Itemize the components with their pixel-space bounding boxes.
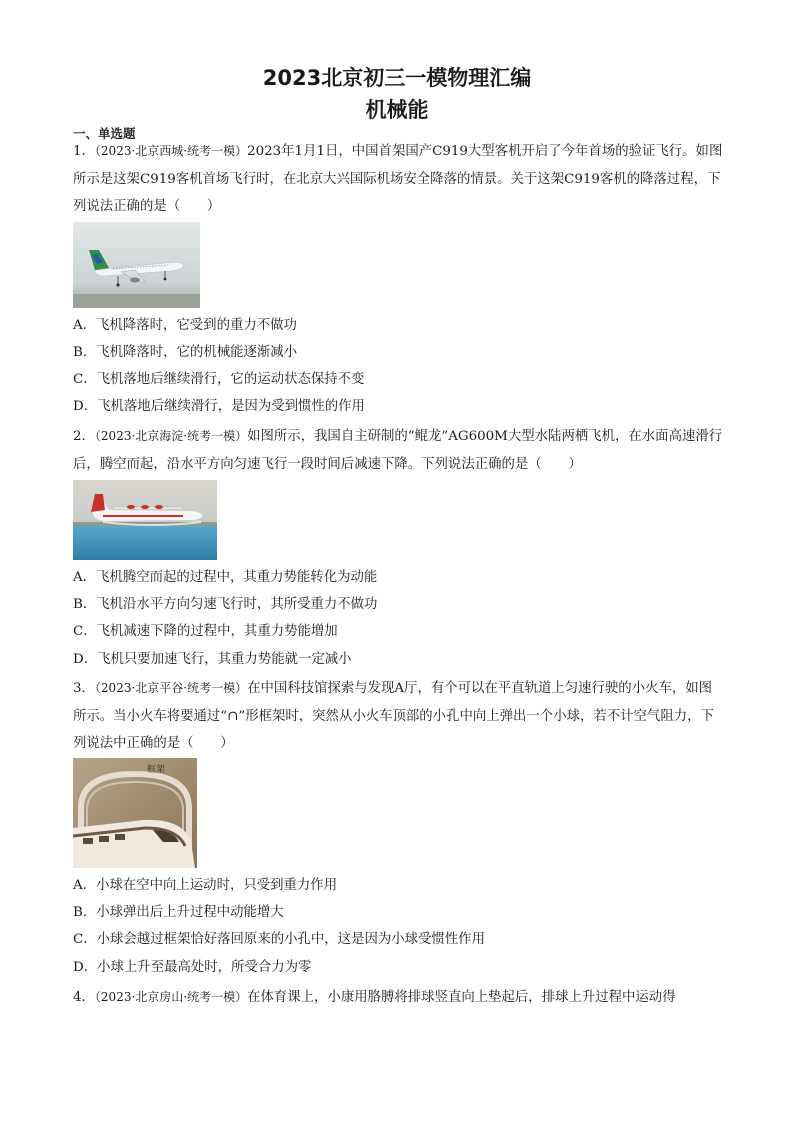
document-title: 2023北京初三一模物理汇编 [262, 66, 532, 90]
seaplane-icon [73, 480, 217, 560]
question-source: （2023·北京海淀·统考一模） [94, 429, 248, 443]
question-stem: 在中国科技馆探索与发现A厅，有个可以在平直轨道上匀速行驶的小火车，如图所示。当小火车将要通过“∩”形框架时，突然从小火车顶部的小孔中向上弹出一个小球，若不计空气阻力，下列说法中正确的是（ ） [73, 681, 714, 751]
option-2c: C．飞机减速下降的过程中，其重力势能增加 [73, 624, 338, 639]
question-4 [73, 984, 723, 1012]
question-stem: 如图所示，我国自主研制的“鲲龙”AG600M大型水陆两栖飞机，在水面高速滑行后，腾空而起，沿水平方向匀速飞行一段时间后减速下降。下列说法正确的是（ ） [73, 429, 723, 472]
question-source: （2023·北京西城·统考一模） [94, 144, 248, 158]
question-stem: 2023年1月1日，中国首架国产C919大型客机开启了今年首场的验证飞行。如图所示是这架C919客机首场飞行时，在北京大兴国际机场安全降落的情景。关于这架C919客机的降落过程，下列说法正确的是（ ） [73, 144, 723, 214]
question-stem: 在体育课上，小康用胳膊将排球竖直向上垫起后，排球上升过程中运动得 [247, 990, 676, 1005]
question-1 [73, 138, 723, 221]
ag600m-seaplane-photo [73, 480, 217, 560]
question-number: 4． [73, 990, 95, 1005]
document-subtitle: 机械能 [365, 98, 429, 122]
option-3c: C．小球会越过框架恰好落回原来的小孔中，这是因为小球受惯性作用 [73, 932, 485, 947]
c919-airplane-photo [73, 222, 200, 308]
frame-label: 框架 [147, 765, 166, 775]
option-3a: A．小球在空中向上运动时，只受到重力作用 [73, 878, 338, 893]
question-source: （2023·北京平谷·统考一模） [94, 681, 248, 695]
question-number: 2． [73, 429, 95, 444]
option-2b: B．飞机沿水平方向匀速飞行时，其所受重力不做功 [73, 597, 378, 612]
section-heading: 一、单选题 [73, 126, 136, 141]
question-number: 3． [73, 681, 95, 696]
c919-airplane-icon [73, 222, 200, 308]
option-1d: D．飞机落地后继续滑行，是因为受到惯性的作用 [73, 399, 365, 414]
question-number: 1． [73, 144, 95, 159]
option-1a: A．飞机降落时，它受到的重力不做功 [73, 318, 297, 333]
question-2 [73, 423, 723, 478]
train-icon [73, 758, 197, 868]
option-2a: A．飞机腾空而起的过程中，其重力势能转化为动能 [73, 570, 378, 585]
question-source: （2023·北京房山·统考一模） [94, 990, 248, 1004]
option-1b: B．飞机降落时，它的机械能逐渐减小 [73, 345, 298, 360]
option-3d: D．小球上升至最高处时，所受合力为零 [73, 960, 312, 975]
train-frame-photo [73, 758, 197, 868]
option-2d: D．飞机只要加速飞行，其重力势能就一定减小 [73, 652, 352, 667]
option-3b: B．小球弹出后上升过程中动能增大 [73, 905, 284, 920]
option-1c: C．飞机落地后继续滑行，它的运动状态保持不变 [73, 372, 365, 387]
question-3 [73, 675, 723, 758]
